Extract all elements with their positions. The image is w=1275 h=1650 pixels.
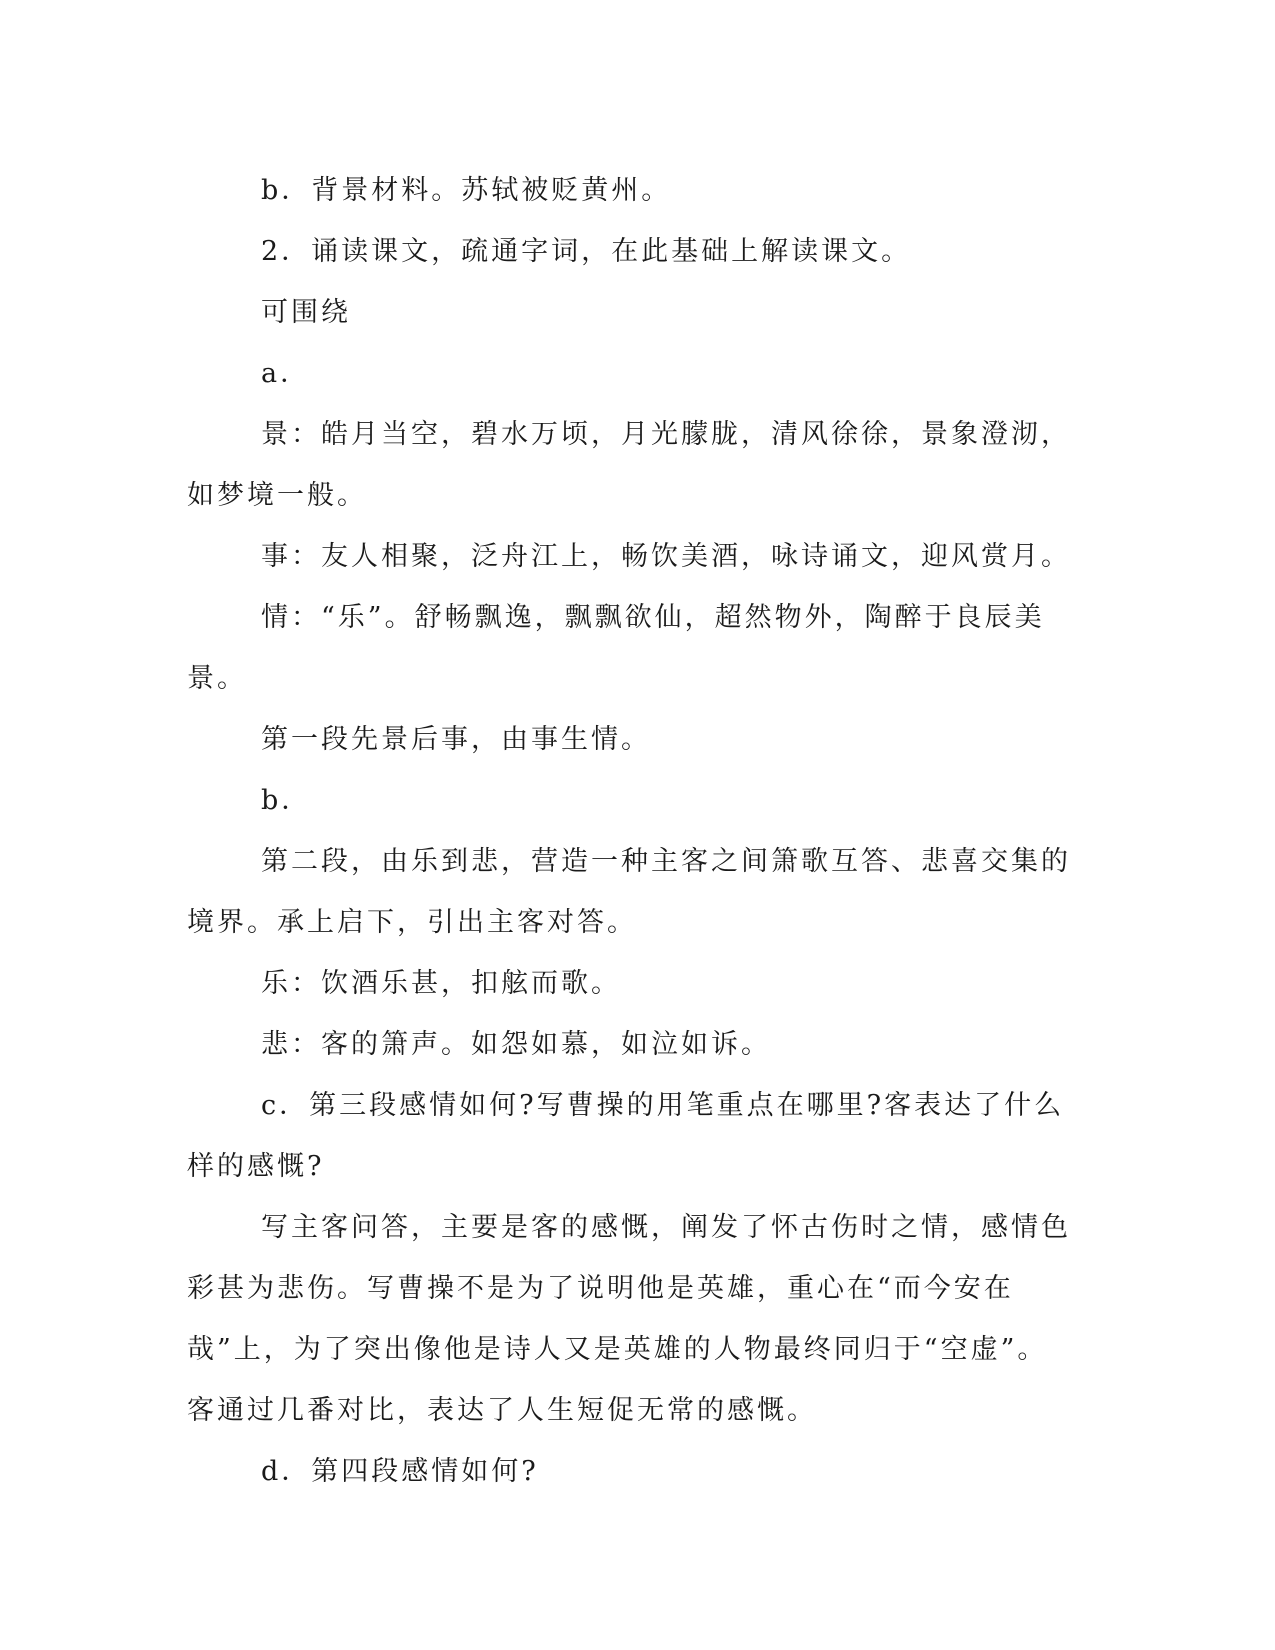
paragraph-question-d: d．第四段感情如何? [261, 1456, 539, 1487]
paragraph-question-c: c．第三段感情如何?写曹操的用笔重点在哪里?客表达了什么样的感慨? [187, 1090, 1065, 1182]
paragraph-joy: 乐：饮酒乐甚，扣舷而歌。 [261, 968, 621, 999]
paragraph-first-section-summary: 第一段先景后事，由事生情。 [261, 724, 651, 755]
paragraph-marker-b: b． [261, 785, 312, 816]
paragraph-focus-around: 可围绕 [261, 297, 351, 328]
document-body [187, 160, 1077, 1502]
paragraph-sorrow: 悲：客的箫声。如怨如慕，如泣如诉。 [261, 1029, 771, 1060]
paragraph-emotion: 情：“乐”。舒畅飘逸，飘飘欲仙，超然物外，陶醉于良辰美景。 [187, 602, 1045, 694]
paragraph-third-section-answer: 写主客问答，主要是客的感慨，阐发了怀古伤时之情，感情色彩甚为悲伤。写曹操不是为了说明他是英雄，重心在“而今安在哉”上，为了突出像他是诗人又是英雄的人物最终同归于“空虚”。客通过几番对比，表达了人生短促无常的感慨。 [187, 1212, 1071, 1426]
paragraph-second-section: 第二段，由乐到悲，营造一种主客之间箫歌互答、悲喜交集的境界。承上启下，引出主客对答。 [187, 846, 1071, 938]
paragraph-background-material: b．背景材料。苏轼被贬黄州。 [261, 175, 672, 206]
paragraph-recite-text: 2．诵读课文，疏通字词，在此基础上解读课文。 [261, 236, 912, 267]
paragraph-scenery: 景：皓月当空，碧水万顷，月光朦胧，清风徐徐，景象澄沏，如梦境一般。 [187, 419, 1071, 511]
paragraph-marker-a: a． [261, 358, 311, 389]
paragraph-event: 事：友人相聚，泛舟江上，畅饮美酒，咏诗诵文，迎风赏月。 [261, 541, 1071, 572]
